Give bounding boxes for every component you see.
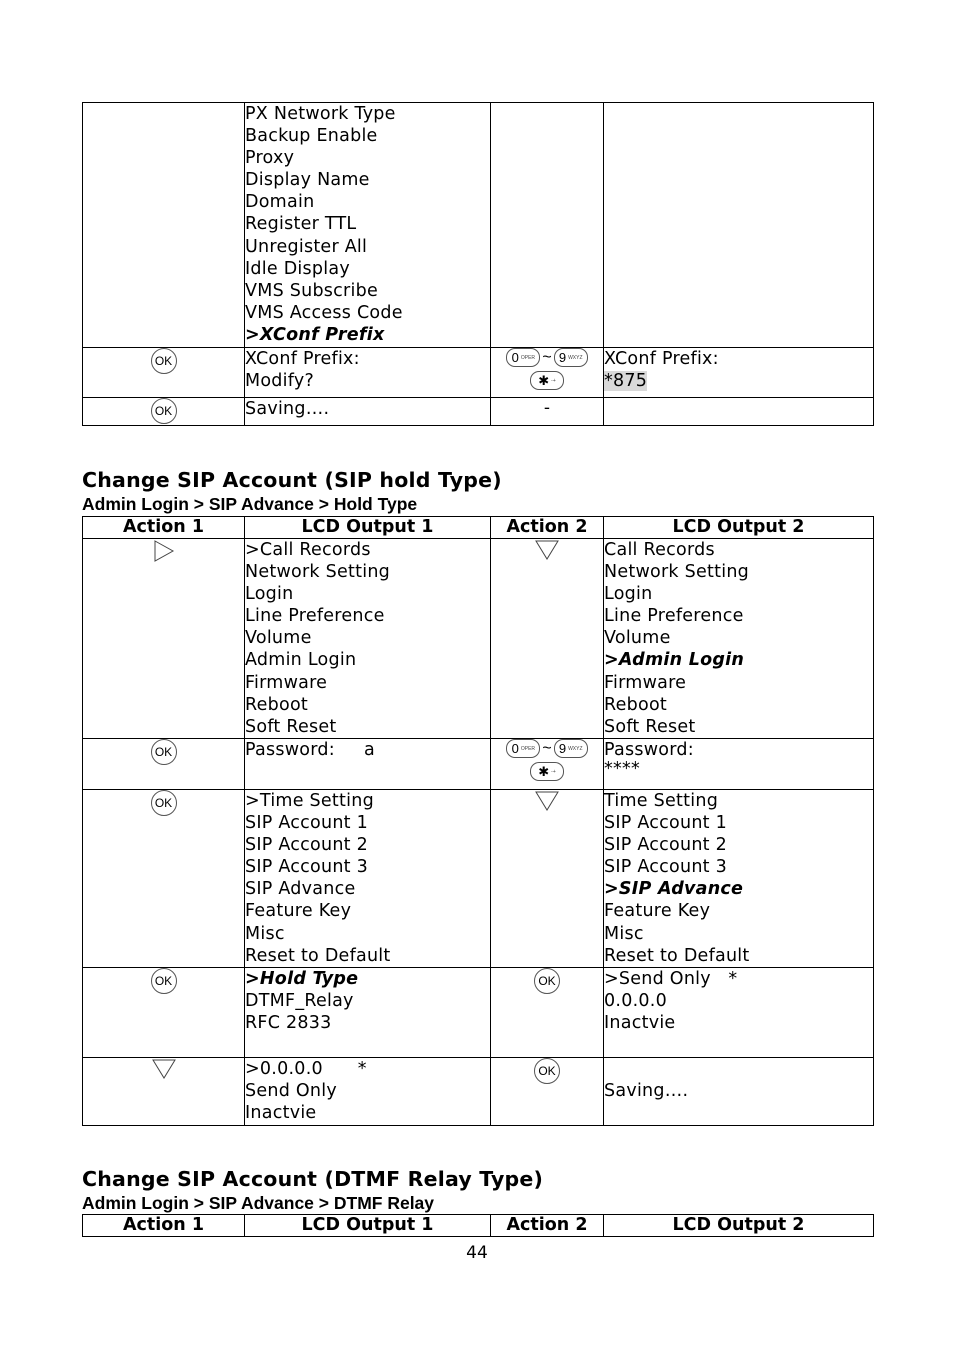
lcd-line: Admin Login <box>245 650 357 671</box>
lcd-line: RFC 2833 <box>245 1013 332 1034</box>
down-arrow-icon <box>534 539 560 561</box>
lcd-line: Saving…. <box>245 399 330 419</box>
section-title: Change SIP Account (DTMF Relay Type) <box>82 1167 544 1191</box>
action1-cell <box>83 1058 245 1126</box>
breadcrumb: Admin Login > SIP Advance > DTMF Relay <box>82 1193 435 1213</box>
action2-cell <box>491 790 604 968</box>
lcd1-cell <box>245 539 491 739</box>
lcd-line: Domain <box>245 192 315 213</box>
action2-cell <box>491 968 604 1058</box>
column-header: LCD Output 2 <box>604 1215 874 1237</box>
table-row <box>83 1058 874 1126</box>
action1-cell <box>83 968 245 1058</box>
lcd-line: Firmware <box>604 672 687 693</box>
action2-cell <box>491 103 604 348</box>
lcd-line: Misc <box>604 923 644 944</box>
ok-button-icon: OK <box>151 739 177 765</box>
lcd-line: Login <box>604 584 653 605</box>
lcd-line: Inactvie <box>245 1103 317 1124</box>
lcd-line: SIP Account 3 <box>245 857 368 878</box>
lcd-line: SIP Account 3 <box>604 857 727 878</box>
action1-cell <box>83 398 245 426</box>
lcd-line: SIP Account 1 <box>604 813 727 834</box>
key-star-icon: ✱ -+ <box>530 762 564 781</box>
ok-button-icon: OK <box>151 968 177 994</box>
lcd1-cell <box>245 1058 491 1126</box>
lcd-line: XConf Prefix: <box>245 349 360 369</box>
lcd2-cell <box>604 790 874 968</box>
lcd-line: Network Setting <box>245 562 391 583</box>
table-row <box>83 398 874 426</box>
page-number: 44 <box>466 1243 488 1263</box>
lcd-line: PX Network Type <box>245 104 396 124</box>
lcd-line: Time Setting <box>604 791 719 811</box>
lcd-line: Feature Key <box>245 901 352 922</box>
lcd-line: SIP Advance <box>245 879 356 900</box>
lcd-line: Backup Enable <box>245 126 378 147</box>
key-nine-icon: 9 WXYZ <box>554 739 588 758</box>
tilde-icon: ~ <box>542 348 552 366</box>
lcd-line: Network Setting <box>604 562 750 583</box>
lcd-line: >Call Records <box>245 540 371 560</box>
lcd-line: Misc <box>245 923 285 944</box>
lcd-line: Reboot <box>245 694 309 715</box>
ok-button-icon: OK <box>534 968 560 994</box>
key-star-icon: ✱ -+ <box>530 371 564 390</box>
table-row <box>83 348 874 398</box>
section-title: Change SIP Account (SIP hold Type) <box>82 468 502 492</box>
lcd-line: Display Name <box>245 170 370 191</box>
lcd-line: Volume <box>604 628 671 649</box>
lcd-line: Line Preference <box>245 606 385 627</box>
tilde-icon: ~ <box>542 739 552 757</box>
lcd2-cell <box>604 103 874 348</box>
key-zero-icon: 0 OPER <box>506 739 540 758</box>
down-arrow-icon <box>534 790 560 812</box>
column-header: Action 2 <box>491 1215 604 1237</box>
action2-cell <box>491 348 604 398</box>
lcd-selected-line: >SIP Advance <box>604 879 744 900</box>
lcd-line: Send Only <box>245 1081 337 1102</box>
lcd-line: Proxy <box>245 148 295 169</box>
column-header: Action 1 <box>83 517 245 539</box>
action2-cell <box>491 1058 604 1126</box>
continued-table <box>82 102 874 426</box>
lcd-line: Login <box>245 584 294 605</box>
lcd-line: Password: a <box>245 740 375 760</box>
lcd-line: Register TTL <box>245 214 357 235</box>
lcd-line: Feature Key <box>604 901 711 922</box>
lcd-value: *875 <box>604 371 648 392</box>
lcd-line: VMS Subscribe <box>245 280 378 301</box>
lcd-line: **** <box>604 759 640 780</box>
table-header-row <box>83 517 874 539</box>
lcd-line: Modify? <box>245 371 315 392</box>
table-row <box>83 539 874 739</box>
lcd1-cell <box>245 968 491 1058</box>
table-header-row <box>83 1215 874 1237</box>
lcd-line: SIP Account 2 <box>604 835 727 856</box>
action2-cell: - <box>491 398 604 426</box>
action1-cell <box>83 348 245 398</box>
lcd-selected-line: >Hold Type <box>245 969 359 989</box>
table-row <box>83 739 874 790</box>
lcd2-cell <box>604 539 874 739</box>
lcd-line: Firmware <box>245 672 328 693</box>
lcd-line: VMS Access Code <box>245 302 403 323</box>
lcd1-cell <box>245 398 491 426</box>
lcd-line: Call Records <box>604 540 715 560</box>
right-arrow-icon <box>153 539 175 563</box>
lcd-line: Inactvie <box>604 1013 676 1034</box>
lcd-line: SIP Account 2 <box>245 835 368 856</box>
key-nine-icon: 9 WXYZ <box>554 348 588 367</box>
lcd-line: XConf Prefix: <box>604 349 719 369</box>
lcd-line: Reset to Default <box>604 945 750 966</box>
lcd-line: Line Preference <box>604 606 744 627</box>
lcd2-cell <box>604 348 874 398</box>
lcd2-cell <box>604 398 874 426</box>
lcd1-cell <box>245 348 491 398</box>
ok-button-icon: OK <box>151 790 177 816</box>
action2-cell <box>491 739 604 790</box>
lcd-line: DTMF_Relay <box>245 991 354 1012</box>
lcd1-cell <box>245 739 491 790</box>
column-header: LCD Output 1 <box>245 1215 491 1237</box>
lcd-line: Reset to Default <box>245 945 391 966</box>
keypad-icon <box>501 348 593 390</box>
lcd2-cell <box>604 1058 874 1126</box>
lcd-line: Unregister All <box>245 236 368 257</box>
lcd1-cell <box>245 103 491 348</box>
dtmf-relay-table <box>82 1214 874 1237</box>
lcd-line: >0.0.0.0 * <box>245 1059 367 1079</box>
lcd-line: Soft Reset <box>604 716 696 737</box>
keypad-icon <box>501 739 593 781</box>
action2-cell <box>491 539 604 739</box>
column-header: Action 1 <box>83 1215 245 1237</box>
lcd-line: Saving…. <box>604 1081 689 1102</box>
lcd2-cell <box>604 968 874 1058</box>
column-header: Action 2 <box>491 517 604 539</box>
lcd-line: Idle Display <box>245 258 350 279</box>
lcd-line: >Send Only * <box>604 969 738 989</box>
lcd-line: SIP Account 1 <box>245 813 368 834</box>
lcd-selected-line: >Admin Login <box>604 650 745 671</box>
lcd-line: >Time Setting <box>245 791 374 811</box>
action1-cell <box>83 103 245 348</box>
table-row <box>83 103 874 348</box>
action1-cell <box>83 790 245 968</box>
lcd-selected-line: >XConf Prefix <box>245 324 385 345</box>
lcd-line: 0.0.0.0 <box>604 991 667 1012</box>
lcd-line: Soft Reset <box>245 716 337 737</box>
table-row <box>83 790 874 968</box>
ok-button-icon: OK <box>151 398 177 424</box>
action1-cell <box>83 739 245 790</box>
column-header: LCD Output 1 <box>245 517 491 539</box>
hold-type-table <box>82 516 874 1126</box>
down-arrow-icon <box>151 1058 177 1080</box>
lcd2-cell <box>604 739 874 790</box>
action1-cell <box>83 539 245 739</box>
lcd-line: Reboot <box>604 694 668 715</box>
key-zero-icon: 0 OPER <box>506 348 540 367</box>
column-header: LCD Output 2 <box>604 517 874 539</box>
lcd-line: Password: <box>604 740 694 760</box>
breadcrumb: Admin Login > SIP Advance > Hold Type <box>82 494 418 514</box>
ok-button-icon: OK <box>534 1058 560 1084</box>
ok-button-icon: OK <box>151 348 177 374</box>
lcd1-cell <box>245 790 491 968</box>
lcd-line: Volume <box>245 628 312 649</box>
table-row <box>83 968 874 1058</box>
